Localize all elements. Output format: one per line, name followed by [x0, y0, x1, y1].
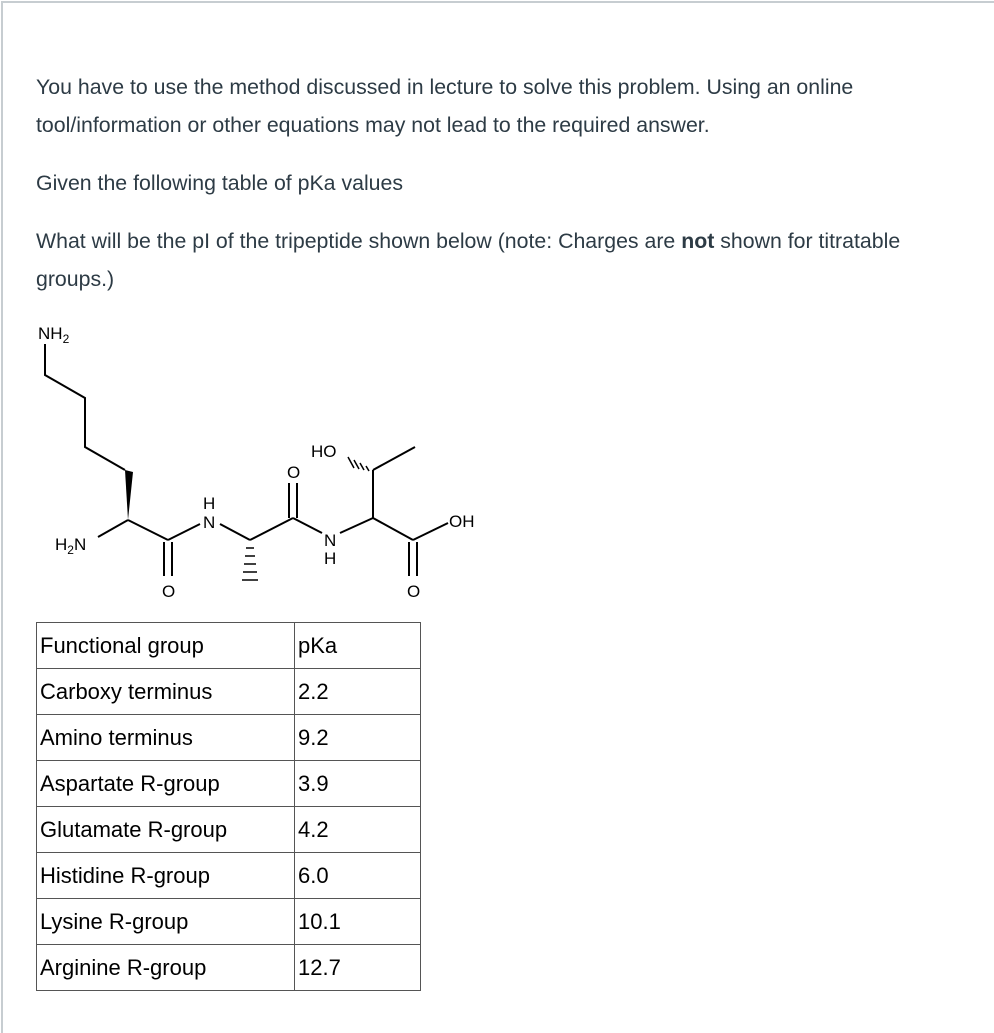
pka-cell: 10.1: [295, 899, 421, 945]
tripeptide-structure: [0, 300, 500, 610]
pka-cell: 2.2: [295, 669, 421, 715]
question-emphasis: not: [681, 229, 715, 253]
amide-h-label: H: [203, 494, 216, 513]
question-text: [36, 222, 976, 298]
pka-cell: 12.7: [295, 945, 421, 991]
group-cell: Lysine R-group: [37, 899, 295, 945]
group-cell: Arginine R-group: [37, 945, 295, 991]
pka-table: [36, 622, 421, 991]
group-cell: Aspartate R-group: [37, 761, 295, 807]
table-row: [37, 761, 421, 807]
instructions-text: You have to use the method discussed in lecture to solve this problem. Using an online tool/information or other equations may not lead to the required answer.: [36, 75, 854, 137]
pka-cell: 6.0: [295, 853, 421, 899]
group-cell: Amino terminus: [37, 715, 295, 761]
pka-cell: 4.2: [295, 807, 421, 853]
acid-oh-label: OH: [449, 512, 475, 531]
hydroxyl-label: HO: [311, 442, 337, 461]
n-terminus-label: $H_2N$: [55, 535, 87, 557]
table-row: [37, 853, 421, 899]
header-cell: Functional group: [37, 623, 295, 669]
amide-n-label: N: [203, 513, 216, 532]
group-cell: Carboxy terminus: [37, 669, 295, 715]
carbonyl-oxygen-label: O: [407, 582, 421, 601]
table-row: [37, 715, 421, 761]
group-cell: Glutamate R-group: [37, 807, 295, 853]
pka-cell: 9.2: [295, 715, 421, 761]
table-intro-text: Given the following table of pKa values: [36, 171, 404, 195]
carbonyl-oxygen-label: O: [287, 463, 301, 482]
side-chain-amine-label: $NH_2$: [38, 324, 70, 346]
table-row: [37, 899, 421, 945]
carbonyl-oxygen-label: O: [162, 582, 176, 601]
table-row: [37, 807, 421, 853]
amide-n-label: N: [324, 531, 337, 550]
question-text-part: shown for titratable groups.): [36, 229, 901, 291]
wedge-bond: [125, 470, 133, 520]
table-row: [37, 945, 421, 991]
header-cell: pKa: [295, 623, 421, 669]
table-header-row: [37, 623, 421, 669]
pka-cell: 3.9: [295, 761, 421, 807]
table-row: [37, 669, 421, 715]
question-text-part: What will be the pI of the tripeptide shown below (note: Charges are: [36, 229, 682, 253]
amide-h-label: H: [324, 549, 337, 568]
group-cell: Histidine R-group: [37, 853, 295, 899]
